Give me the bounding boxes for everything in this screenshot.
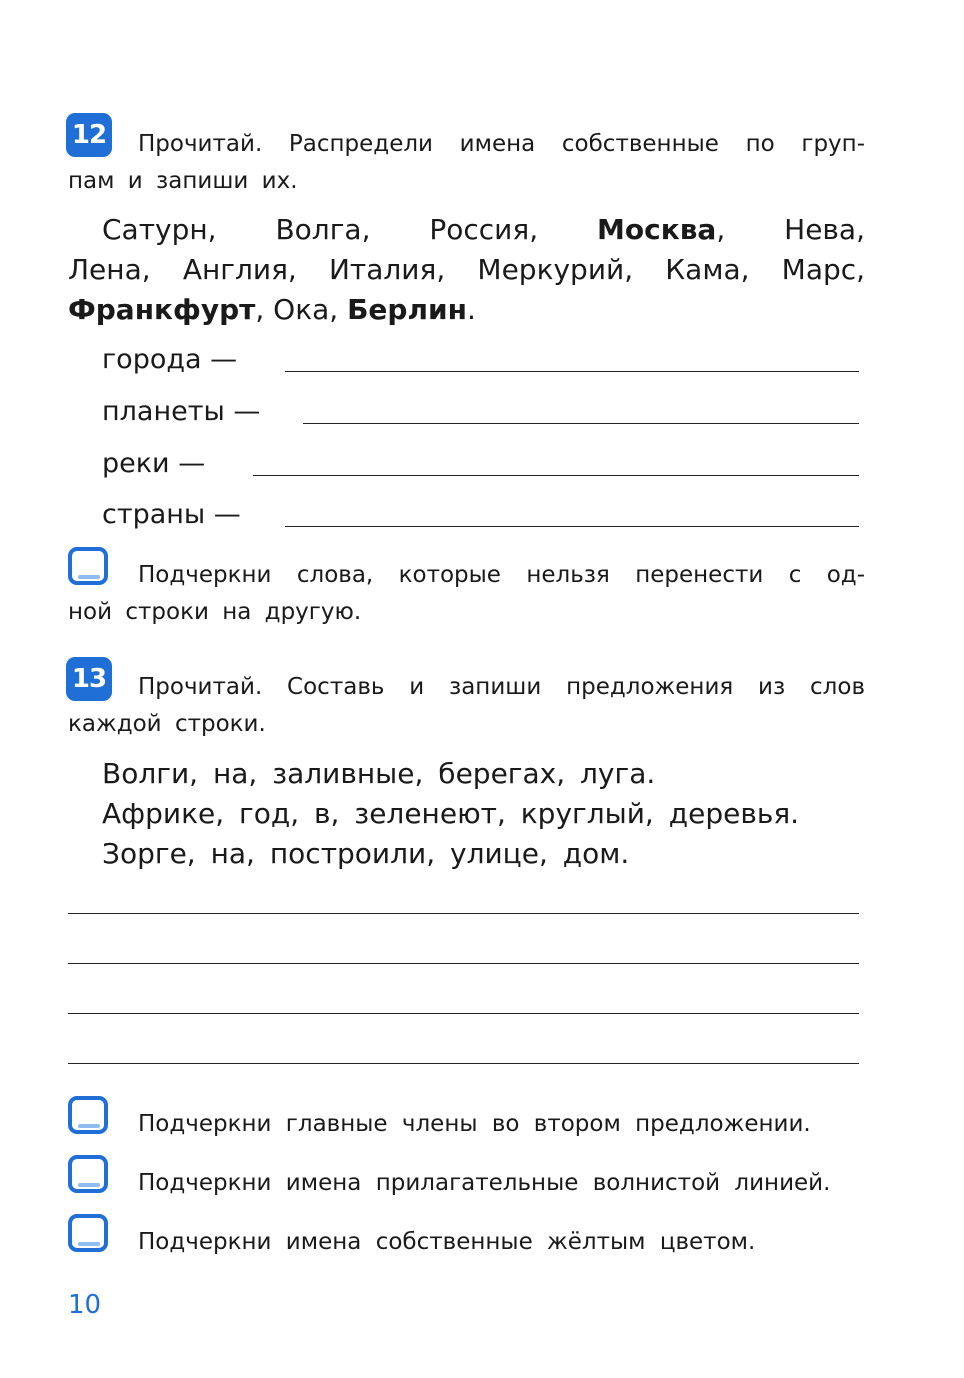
word: Марс, [781, 253, 866, 286]
answer-line[interactable] [68, 963, 859, 964]
comma: , [716, 213, 726, 246]
task-13-subtask-3: Подчеркни имена собственные жёлтым цветом. [138, 1229, 756, 1255]
task-12-number: 12 [71, 120, 107, 150]
task-13-row-1: Волги, на, заливные, берегах, луга. [102, 757, 656, 790]
word: Сатурн, [102, 213, 217, 246]
answer-line[interactable] [68, 1013, 859, 1014]
group-label-rivers: реки — [102, 448, 206, 479]
word: Англия, [182, 253, 297, 286]
word: Волга, [275, 213, 371, 246]
word: Лена, [68, 253, 151, 286]
task-12-subtask-line1: Подчеркни слова, которые нельзя перенести с од- [138, 562, 865, 588]
page-number: 10 [68, 1290, 102, 1320]
task-12-instruction-line2: пам и запиши их. [68, 168, 298, 194]
writing-line-rivers[interactable] [253, 475, 859, 476]
word: , Ока, [255, 293, 348, 326]
task-13-row-2: Африке, год, в, зеленеют, круглый, деревья. [102, 797, 800, 830]
task-12-number-badge [66, 113, 112, 157]
task-13-subtask-checkbox-3[interactable] [68, 1214, 108, 1252]
task-13-subtask-checkbox-2[interactable] [68, 1155, 108, 1193]
task-13-number: 13 [71, 664, 107, 694]
task-13-instruction-line2: каждой строки. [68, 711, 266, 737]
task-13-number-badge [66, 657, 112, 701]
word: Москва [597, 213, 717, 246]
task-12-words-line3 [68, 290, 476, 330]
group-label-countries: страны — [102, 499, 241, 530]
task-12-subtask-checkbox[interactable] [68, 547, 108, 585]
task-13-instruction-line1: Прочитай. Составь и запиши предложения из слов [138, 674, 865, 700]
task-12-words-line1 [102, 210, 865, 250]
word: Франкфурт [68, 293, 256, 326]
task-13-subtask-checkbox-1[interactable] [68, 1096, 108, 1134]
task-12-instruction-line1: Прочитай. Распредели имена собственные по груп- [138, 131, 865, 157]
answer-line[interactable] [68, 1063, 859, 1064]
task-12-subtask-line2: ной строки на другую. [68, 599, 362, 625]
task-13-row-3: Зорге, на, построили, улице, дом. [102, 837, 630, 870]
word: Италия, [328, 253, 446, 286]
word: Кама, [665, 253, 750, 286]
word-bold [597, 213, 725, 246]
writing-line-cities[interactable] [285, 371, 859, 372]
punct: . [466, 293, 476, 326]
word: Нева, [784, 213, 865, 246]
word: Меркурий, [477, 253, 634, 286]
writing-line-countries[interactable] [285, 526, 859, 527]
writing-line-planets[interactable] [303, 423, 859, 424]
group-label-cities: города — [102, 344, 238, 375]
answer-line[interactable] [68, 913, 859, 914]
task-13-subtask-2: Подчеркни имена прилагательные волнистой линией. [138, 1170, 831, 1196]
word: Россия, [429, 213, 539, 246]
word: Берлин [347, 293, 467, 326]
group-label-planets: планеты — [102, 396, 261, 427]
task-13-subtask-1: Подчеркни главные члены во втором предложении. [138, 1111, 811, 1137]
task-12-words-line2 [68, 250, 865, 290]
